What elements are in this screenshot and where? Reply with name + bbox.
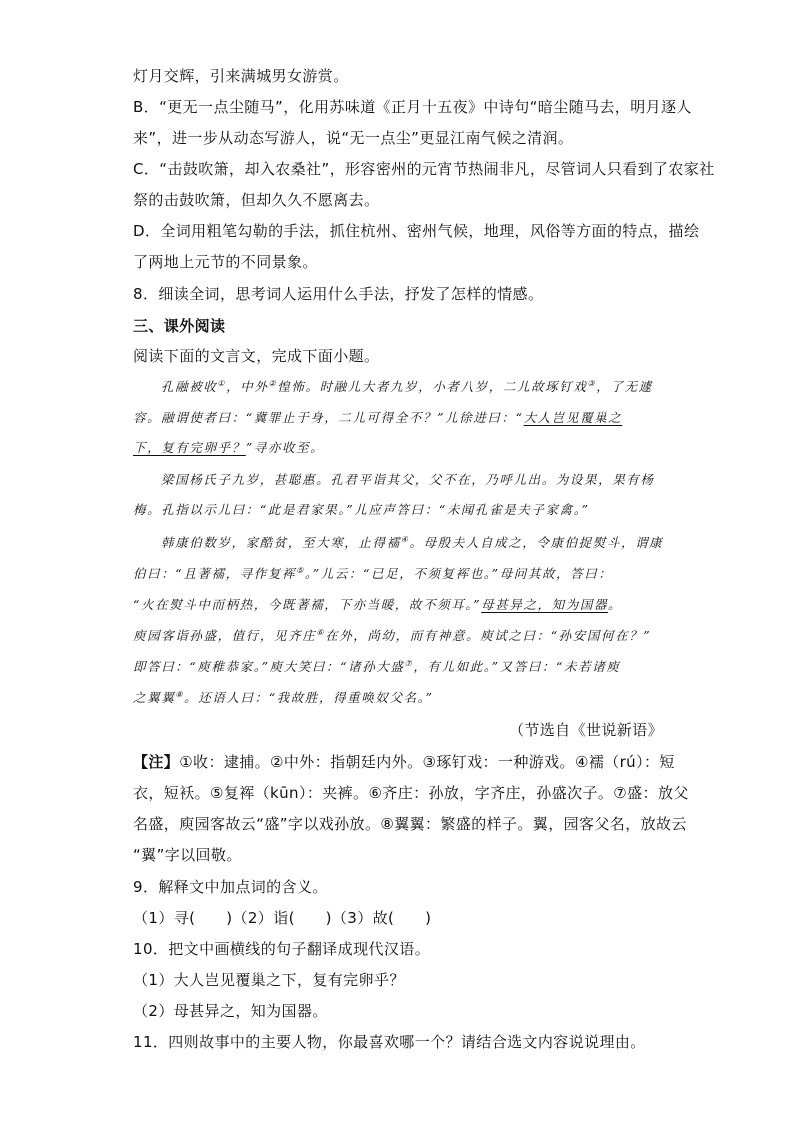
question-10-sentence2: （2）母甚异之，知为国器。 bbox=[133, 1002, 328, 1020]
notes-text: ①收：逮捕。②中外：指朝廷内外。③琢钉戏：一种游戏。④襦（rú）：短 bbox=[179, 753, 675, 771]
notes-label: 【注】 bbox=[133, 753, 180, 771]
option-b-line1: B．“更无一点尘随马”，化用苏味道《正月十五夜》中诗句“暗尘随马去，明月逐人 bbox=[133, 98, 692, 116]
option-c-line2: 祭的击鼓吹箫，但却久久不愿离去。 bbox=[133, 191, 380, 209]
passage-text: ，了无遽 bbox=[596, 379, 653, 394]
passage-p1-line3 bbox=[133, 438, 663, 458]
note-ref: ⑤ bbox=[296, 565, 305, 575]
passage-text: “火在熨斗中而柄热，今既著襦，下亦当暖，故不须耳。” bbox=[133, 597, 482, 612]
passage-text: ，有儿如此。”又答曰：“未若诸庾 bbox=[413, 659, 621, 674]
passage-text: 在外，尚幼，而有神意。庾试之曰：“孙安国何在？” bbox=[325, 628, 652, 643]
passage-p1-line2 bbox=[133, 408, 663, 428]
option-d-line1: D．全词用粗笔勾勒的手法，抓住杭州、密州气候，地理，风俗等方面的特点，描绘 bbox=[133, 222, 700, 240]
passage-text: 容。融谓使者曰：“冀罪止于身，二儿可得全不？”儿徐进曰：“ bbox=[133, 410, 524, 425]
underlined-sentence: 下，复有完卵乎？ bbox=[133, 440, 246, 455]
passage-p1-line1 bbox=[133, 377, 663, 397]
passage-p2-line2: 梅。孔指以示儿曰：“此是君家果。”儿应声答曰：“未闻孔雀是夫子家禽。” bbox=[133, 502, 590, 517]
question-8: 8．细读全词，思考词人运用什么手法，抒发了怎样的情感。 bbox=[133, 285, 544, 303]
passage-text: 伯曰：“且著襦，寻作复裈 bbox=[133, 566, 297, 581]
section-title: 三、课外阅读 bbox=[133, 317, 226, 335]
passage-text: 。还语人曰：“我故胜，得重唤奴父名。” bbox=[184, 690, 434, 705]
underlined-sentence: 母甚异之，知为国器 bbox=[481, 597, 609, 612]
note-ref: ② bbox=[268, 378, 278, 388]
question-10: 10．把文中画横线的句子翻译成现代汉语。 bbox=[133, 940, 431, 958]
notes-line3: 名盛，庾园客故云“盛”字以戏孙放。⑧翼翼：繁盛的样子。翼，园客父名，放故云 bbox=[133, 815, 687, 833]
passage-text: 庾园客诣孙盛，值行，见齐庄 bbox=[133, 628, 317, 643]
passage-text: 即答曰：“庾稚恭家。”庾大笑曰：“诸孙大盛 bbox=[133, 659, 405, 674]
note-ref: ③ bbox=[587, 378, 597, 388]
question-11: 11．四则故事中的主要人物，你最喜欢哪一个？请结合选文内容说说理由。 bbox=[133, 1033, 646, 1051]
passage-text: 孔融被收 bbox=[161, 379, 218, 394]
reading-instruction: 阅读下面的文言文，完成下面小题。 bbox=[133, 347, 380, 365]
option-a-tail: 灯月交辉，引来满城男女游赏。 bbox=[133, 67, 349, 85]
passage-p4-line1 bbox=[133, 626, 663, 646]
passage-p3-line2 bbox=[133, 564, 663, 584]
passage-text: 之翼翼 bbox=[133, 690, 176, 705]
note-ref: ④ bbox=[400, 534, 410, 544]
passage-p3-line1 bbox=[133, 533, 663, 553]
source-citation: （节选自《世说新语》 bbox=[508, 721, 663, 739]
notes-line1 bbox=[133, 752, 675, 772]
notes-line4: “翼”字以回敬。 bbox=[133, 846, 242, 864]
passage-p2-line1: 梁国杨氏子九岁，甚聪惠。孔君平诣其父，父不在，乃呼儿出。为设果，果有杨 bbox=[161, 472, 655, 487]
question-9: 9．解释文中加点词的含义。 bbox=[133, 878, 328, 896]
passage-p4-line3 bbox=[133, 688, 663, 708]
passage-text: 惶怖。时融儿大者九岁，小者八岁，二儿故琢钉戏 bbox=[277, 379, 588, 394]
passage-text: 。 bbox=[608, 597, 623, 612]
option-b-line2: 来”，进一步从动态写游人，说“无一点尘”更显江南气候之清润。 bbox=[133, 129, 574, 147]
passage-text: 。”儿云：“已足，不须复裈也。”母问其故，答曰： bbox=[304, 566, 613, 581]
note-ref: ⑧ bbox=[175, 689, 185, 699]
option-d-line2: 了两地上元节的不同景象。 bbox=[133, 253, 318, 271]
underlined-sentence: 大人岂见覆巢之 bbox=[523, 410, 623, 425]
note-ref: ① bbox=[217, 378, 227, 388]
passage-p3-line3 bbox=[133, 595, 663, 615]
option-c-line1: C．“击鼓吹箫，却入农桑社”，形容密州的元宵节热闹非凡，尽管词人只看到了农家社 bbox=[133, 160, 715, 178]
question-10-sentence1: （1）大人岂见覆巢之下，复有完卵乎？ bbox=[133, 971, 405, 989]
note-ref: ⑥ bbox=[316, 627, 326, 637]
passage-text: 韩康伯数岁，家酷贫，至大寒，止得襦 bbox=[161, 535, 401, 550]
passage-text: ，中外 bbox=[226, 379, 269, 394]
passage-text: ”寻亦收至。 bbox=[245, 440, 325, 455]
notes-line2: 衣，短袄。⑤复裈（kūn）：夹裤。⑥齐庄：孙放，字齐庄，孙盛次子。⑦盛：放父 bbox=[133, 784, 689, 802]
passage-text: 。母殷夫人自成之，令康伯捉熨斗，谓康 bbox=[409, 535, 664, 550]
question-9-items: （1）寻( )（2）诣( )（3）故( ) bbox=[133, 909, 432, 927]
note-ref: ⑦ bbox=[404, 658, 414, 668]
passage-p4-line2 bbox=[133, 657, 663, 677]
